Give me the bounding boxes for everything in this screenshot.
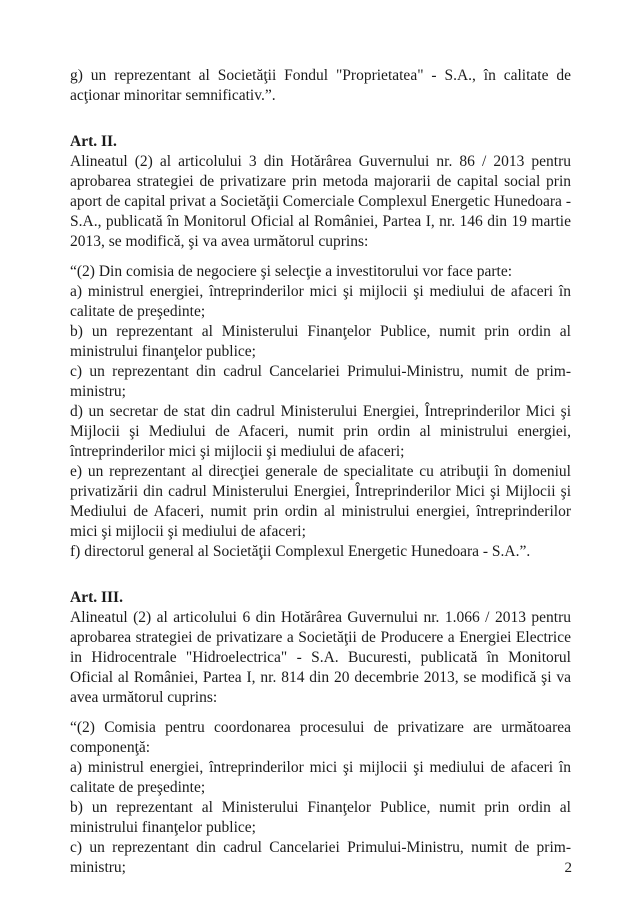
- article-2-quote-intro: “(2) Din comisia de negociere şi selecţie a investitorului vor face parte:: [70, 263, 512, 280]
- closing-paragraph-item-g: g) un reprezentant al Societăţii Fondul "Proprietatea" - S.A., în calitate de acţionar minoritar semnificativ.”.: [70, 67, 571, 104]
- article-3-intro-paragraph: Alineatul (2) al articolului 6 din Hotărârea Guvernului nr. 1.066 / 2013 pentru aprobarea strategiei de privatizare a Societăţii de Producere a Energiei Electrice in Hidrocentrale "Hidroelectrica" - S.A. Bucuresti, publicată în Monitorul Oficial al României, Partea I, nr. 814 din 20 decembrie 2013, se modifică şi va avea următorul cuprins:: [70, 609, 571, 706]
- article-2-item-e: e) un reprezentant al direcţiei generale de specialitate cu atribuţii în domeniul privatizării din cadrul Ministerului Energiei, Întreprinderilor Mici şi Mijlocii şi Mediului de Afaceri, numit prin ordin al ministrului energiei, întreprinderilor mici şi mijlocii şi mediului de afaceri;: [70, 463, 571, 540]
- article-2-item-a: a) ministrul energiei, întreprinderilor mici şi mijlocii şi mediului de afaceri în calitate de preşedinte;: [70, 283, 571, 320]
- article-2-item-c: c) un reprezentant din cadrul Cancelariei Primului-Ministru, numit de prim-ministru;: [70, 363, 571, 400]
- article-3-section: [70, 588, 571, 878]
- article-3-item-c: c) un reprezentant din cadrul Cancelariei Primului-Ministru, numit de prim-ministru;: [70, 839, 571, 876]
- article-2-item-b: b) un reprezentant al Ministerului Finanţelor Publice, numit prin ordin al ministrului finanţelor publice;: [70, 323, 571, 360]
- article-2-heading: Art. II.: [70, 133, 117, 150]
- page-number: 2: [564, 860, 572, 876]
- article-2-intro-paragraph: Alineatul (2) al articolului 3 din Hotărârea Guvernului nr. 86 / 2013 pentru aprobarea strategiei de privatizare prin metoda majorarii de capital social prin aport de capital privat a Societăţii Comerciale Complexul Energetic Hunedoara - S.A., publicată în Monitorul Oficial al României, Partea I, nr. 146 din 19 martie 2013, se modifică, şi va avea următorul cuprins:: [70, 153, 571, 250]
- article-3-quote-intro: “(2) Comisia pentru coordonarea procesului de privatizare are următoarea componenţă:: [70, 719, 571, 756]
- article-2-section: [70, 132, 571, 562]
- article-3-item-a: a) ministrul energiei, întreprinderilor mici şi mijlocii şi mediului de afaceri în calitate de preşedinte;: [70, 759, 571, 796]
- article-2-item-f: f) directorul general al Societăţii Complexul Energetic Hunedoara - S.A.”.: [70, 543, 531, 560]
- text-block: [70, 66, 571, 878]
- article-2-item-d: d) un secretar de stat din cadrul Ministerului Energiei, Întreprinderilor Mici şi Mijlocii şi Mediului de Afaceri, numit prin ordin al ministrului energiei, întreprinderilor mici şi mijlocii şi mediului de afaceri;: [70, 403, 571, 460]
- article-3-heading: Art. III.: [70, 589, 123, 606]
- article-3-item-b: b) un reprezentant al Ministerului Finanţelor Publice, numit prin ordin al ministrului finanţelor publice;: [70, 799, 571, 836]
